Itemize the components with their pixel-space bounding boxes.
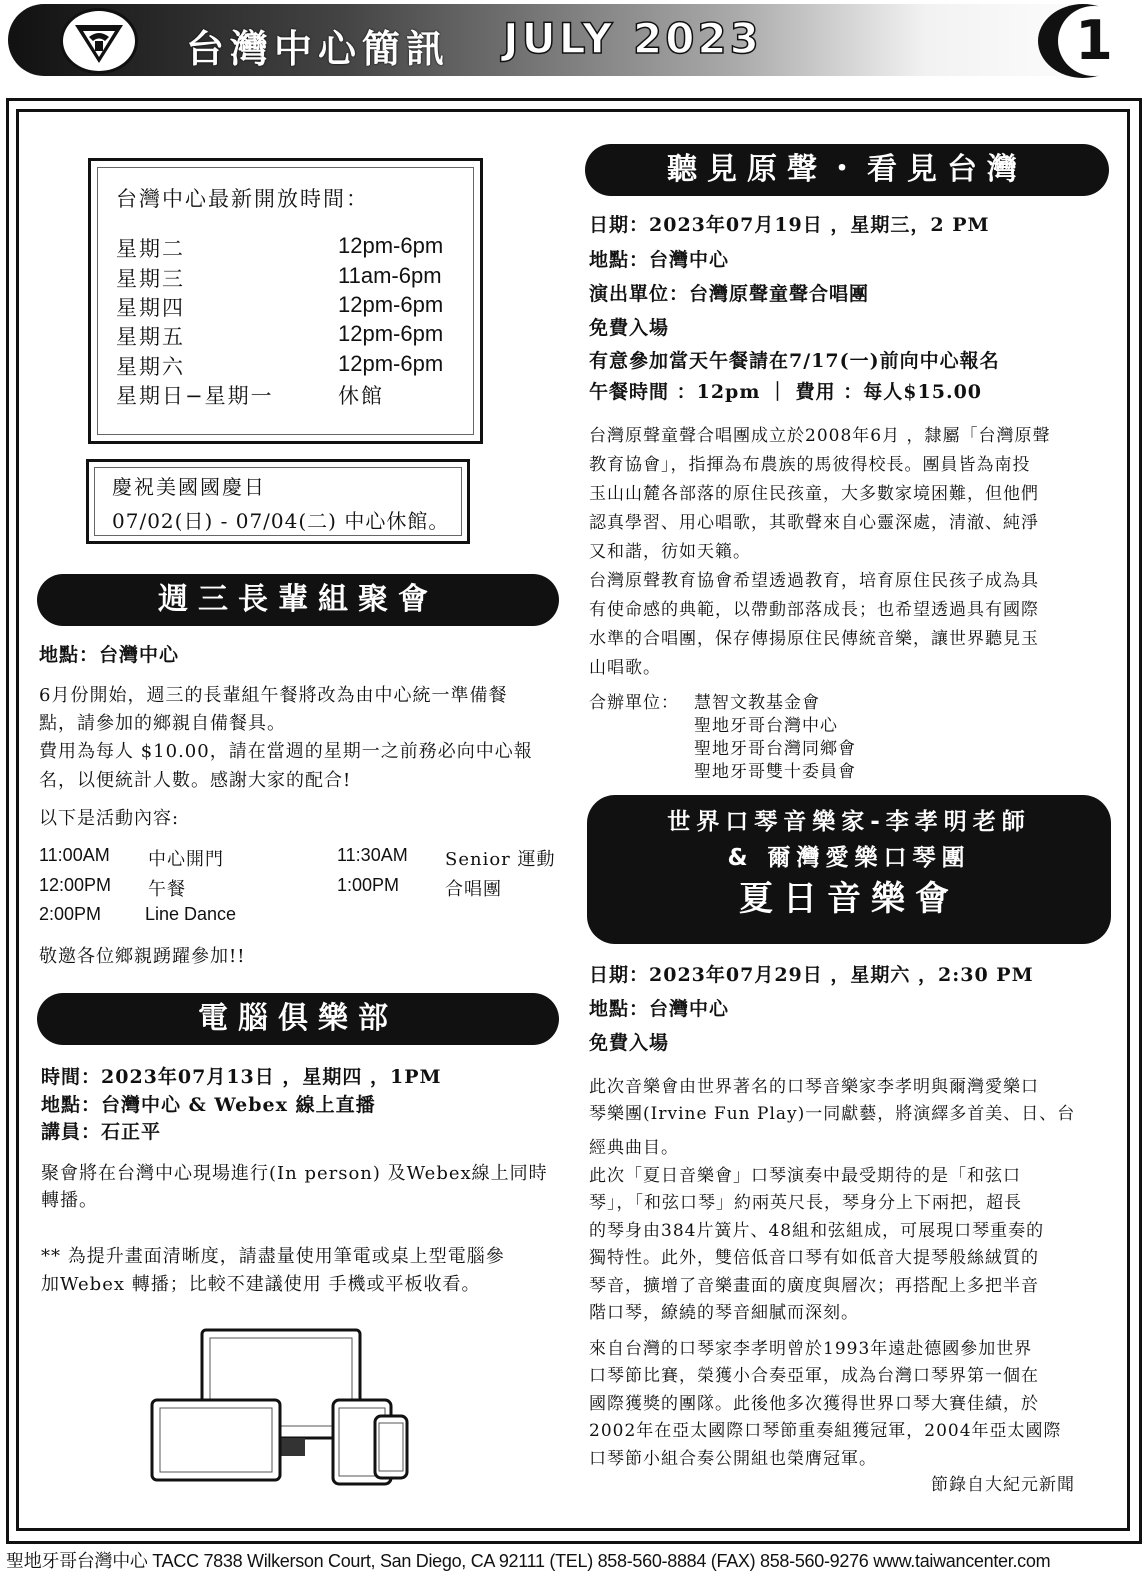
date-value: 2023年07月29日 ，星期六 ，2:30 PM bbox=[649, 964, 1034, 986]
concert-paragraph-line: 獨特性。此外，雙倍低音口琴有如低音大提琴般絲絨質的 bbox=[589, 1248, 1039, 1268]
organizers-label: 合辦單位： bbox=[589, 693, 679, 713]
choir-paragraph-line: 教育協會」，指揮為布農族的馬彼得校長。團員皆為南投 bbox=[589, 455, 1031, 475]
concert-banner-line: & 爾灣愛樂口琴團 bbox=[727, 845, 971, 871]
holiday-dates: 07/02(日) - 07/04(二) 中心休館。 bbox=[112, 509, 450, 533]
date-label: 日期： bbox=[589, 214, 650, 236]
choir-location: 地點：台灣中心 bbox=[589, 249, 730, 271]
seniors-paragraph-line: 點，請參加的鄉親自備餐具。 bbox=[39, 713, 286, 734]
computer-club-note-line: ** 為提升畫面清晰度，請盡量使用筆電或桌上型電腦參 bbox=[41, 1246, 505, 1267]
computer-club-location: 地點：台灣中心 & Webex 線上直播 bbox=[41, 1094, 376, 1116]
concert-banner-line: 世界口琴音樂家-李孝明老師 bbox=[667, 809, 1031, 835]
footer-contact: 聖地牙哥台灣中心 TACC 7838 Wilkerson Court, San Diego, CA 92111 (TEL) 858-560-8884 (FAX) 858-560-9276 www.taiwancenter.com bbox=[6, 1551, 1051, 1571]
center-logo bbox=[60, 8, 138, 74]
date-label: 日期： bbox=[589, 964, 650, 986]
concert-paragraph-line: 2002年在亞太國際口琴節重奏組獲冠軍，2004年亞太國際 bbox=[589, 1421, 1062, 1441]
concert-paragraph-line: 琴」，「和弦口琴」約兩英尺長，琴身分上下兩把，超長 bbox=[589, 1193, 1022, 1213]
hours-time: 12pm-6pm bbox=[338, 321, 444, 346]
hours-time: 12pm-6pm bbox=[338, 233, 444, 258]
choir-paragraph-line: 台灣原聲童聲合唱團成立於2008年6月 ，隸屬「台灣原聲 bbox=[589, 426, 1051, 446]
hours-time: 12pm-6pm bbox=[338, 292, 444, 317]
concert-paragraph-line: 口琴節比賽，榮獲小合奏亞軍，成為台灣口琴界第一個在 bbox=[589, 1366, 1039, 1386]
choir-paragraph-line: 玉山山麓各部落的原住民孩童，大多數家境困難，但他們 bbox=[589, 484, 1039, 504]
holiday-title: 慶祝美國國慶日 bbox=[112, 475, 266, 499]
choir-paragraph-line: 有使命感的典範，以帶動部落成長；也希望透過具有國際 bbox=[589, 600, 1039, 620]
schedule-item: Senior 運動 bbox=[445, 849, 556, 870]
hours-day: 星期二 bbox=[116, 237, 185, 261]
choir-banner-title: 聽見原聲・看見台灣 bbox=[667, 152, 1027, 187]
concert-location: 地點：台灣中心 bbox=[589, 998, 730, 1020]
concert-paragraph-line: 口琴節小組合奏公開組也榮膺冠軍。 bbox=[589, 1449, 877, 1469]
choir-paragraph-line: 認真學習、用心唱歌，其歌聲來自心靈深處，清澈、純淨 bbox=[589, 513, 1039, 533]
newsletter-title: 台灣中心簡訊 bbox=[186, 26, 451, 71]
seniors-paragraph-line: 6月份開始，週三的長輩組午餐將改為由中心統一準備餐 bbox=[39, 685, 508, 706]
choir-date bbox=[589, 210, 990, 237]
concert-paragraph-line: 琴音，擴增了音樂畫面的廣度與層次；再搭配上多把半音 bbox=[589, 1276, 1039, 1296]
logo-icon bbox=[71, 17, 127, 67]
choir-performer: 演出單位：台灣原聲童聲合唱團 bbox=[589, 283, 870, 305]
opening-hours-title: 台灣中心最新開放時間： bbox=[116, 187, 369, 211]
schedule-item: Line Dance bbox=[145, 904, 237, 924]
concert-banner-title: 夏日音樂會 bbox=[739, 879, 959, 919]
newsletter-header bbox=[0, 0, 1146, 84]
choir-banner bbox=[585, 144, 1109, 196]
schedule-item: 午餐 bbox=[148, 879, 186, 900]
organizer: 聖地牙哥台灣中心 bbox=[694, 716, 838, 736]
choir-paragraph-line: 山唱歌。 bbox=[589, 658, 661, 678]
concert-source: 節錄自大紀元新聞 bbox=[931, 1475, 1075, 1495]
devices-icon bbox=[150, 1328, 420, 1488]
computer-club-paragraph-line: 轉播。 bbox=[41, 1190, 98, 1211]
hours-day: 星期日−星期一 bbox=[116, 384, 274, 408]
hours-time: 12pm-6pm bbox=[338, 351, 444, 376]
hours-day: 星期四 bbox=[116, 296, 185, 320]
computer-club-time bbox=[41, 1062, 442, 1089]
concert-free-admission: 免費入場 bbox=[589, 1032, 670, 1054]
date-value: 2023年07月19日 ，星期三，2 PM bbox=[649, 214, 990, 236]
concert-paragraph-line: 國際獲獎的團隊。此後他多次獲得世界口琴大賽佳績，於 bbox=[589, 1394, 1039, 1414]
concert-paragraph-line: 此次音樂會由世界著名的口琴音樂家李孝明與爾灣愛樂口 bbox=[589, 1077, 1039, 1097]
organizer: 聖地牙哥雙十委員會 bbox=[694, 762, 856, 782]
computer-club-banner-title: 電腦俱樂部 bbox=[198, 1001, 398, 1036]
concert-paragraph-line: 此次「夏日音樂會」口琴演奏中最受期待的是「和弦口 bbox=[589, 1166, 1021, 1186]
seniors-banner-title: 週三長輩組聚會 bbox=[158, 582, 438, 617]
concert-paragraph-line: 階口琴，繚繞的琴音細膩而深刻。 bbox=[589, 1303, 859, 1323]
computer-club-speaker: 講員：石正平 bbox=[41, 1121, 162, 1143]
seniors-invite: 敬邀各位鄉親踴躍參加!! bbox=[39, 946, 246, 967]
concert-date bbox=[589, 960, 1034, 987]
organizer: 聖地牙哥台灣同鄉會 bbox=[694, 739, 856, 759]
concert-paragraph-line: 經典曲目。 bbox=[589, 1138, 679, 1158]
time-label: 時間： bbox=[41, 1066, 102, 1088]
choir-paragraph-line: 水準的合唱團，保存傳揚原住民傳統音樂，讓世界聽見玉 bbox=[589, 629, 1039, 649]
schedule-item: 合唱團 bbox=[445, 879, 502, 900]
seniors-paragraph-line: 費用為每人 $10.00，請在當週的星期一之前務必向中心報 bbox=[39, 741, 533, 762]
schedule-time: 1:00PM bbox=[337, 875, 400, 895]
page-number: 1 bbox=[1058, 6, 1130, 76]
hours-day: 星期六 bbox=[116, 355, 185, 379]
choir-free-admission: 免費入場 bbox=[589, 317, 670, 339]
seniors-location: 地點：台灣中心 bbox=[39, 644, 180, 666]
concert-paragraph-line: 的琴身由384片簧片、48組和弦組成，可展現口琴重奏的 bbox=[589, 1221, 1045, 1241]
choir-paragraph-line: 台灣原聲教育協會希望透過教育，培育原住民孩子成為具 bbox=[589, 571, 1039, 591]
issue-month: JULY 2023 bbox=[503, 14, 762, 63]
concert-paragraph-line: 琴樂團(Irvine Fun Play)一同獻藝，將演繹多首美、日、台 bbox=[589, 1104, 1076, 1124]
schedule-time: 11:30AM bbox=[337, 845, 408, 865]
choir-lunch-info: 午餐時間 ：12pm ｜ 費用 ：每人$15.00 bbox=[589, 381, 983, 403]
schedule-intro: 以下是活動內容: bbox=[39, 808, 180, 829]
hours-day: 星期五 bbox=[116, 325, 185, 349]
devices-illustration bbox=[150, 1328, 420, 1492]
computer-club-banner bbox=[37, 993, 559, 1045]
seniors-paragraph-line: 名，以便統計人數。感謝大家的配合! bbox=[39, 770, 352, 791]
concert-banner bbox=[587, 795, 1111, 944]
schedule-time: 2:00PM bbox=[39, 904, 102, 924]
computer-club-note-line: 加Webex 轉播；比較不建議使用 手機或平板收看。 bbox=[41, 1274, 481, 1295]
concert-paragraph-line: 來自台灣的口琴家李孝明曾於1993年遠赴德國參加世界 bbox=[589, 1339, 1033, 1359]
schedule-time: 11:00AM bbox=[39, 845, 110, 865]
schedule-item: 中心開門 bbox=[148, 849, 224, 870]
choir-lunch-rsvp: 有意參加當天午餐請在7/17(一)前向中心報名 bbox=[589, 350, 1000, 372]
computer-club-paragraph-line: 聚會將在台灣中心現場進行(In person) 及Webex線上同時 bbox=[41, 1163, 548, 1184]
hours-time: 11am-6pm bbox=[338, 263, 442, 288]
hours-time: 休館 bbox=[338, 384, 384, 408]
hours-day: 星期三 bbox=[116, 267, 185, 291]
seniors-banner bbox=[37, 574, 559, 626]
organizer: 慧智文教基金會 bbox=[694, 693, 820, 713]
schedule-time: 12:00PM bbox=[39, 875, 112, 895]
choir-paragraph-line: 又和諧，彷如天籟。 bbox=[589, 542, 751, 562]
time-value: 2023年07月13日 ，星期四 ，1PM bbox=[101, 1066, 442, 1088]
